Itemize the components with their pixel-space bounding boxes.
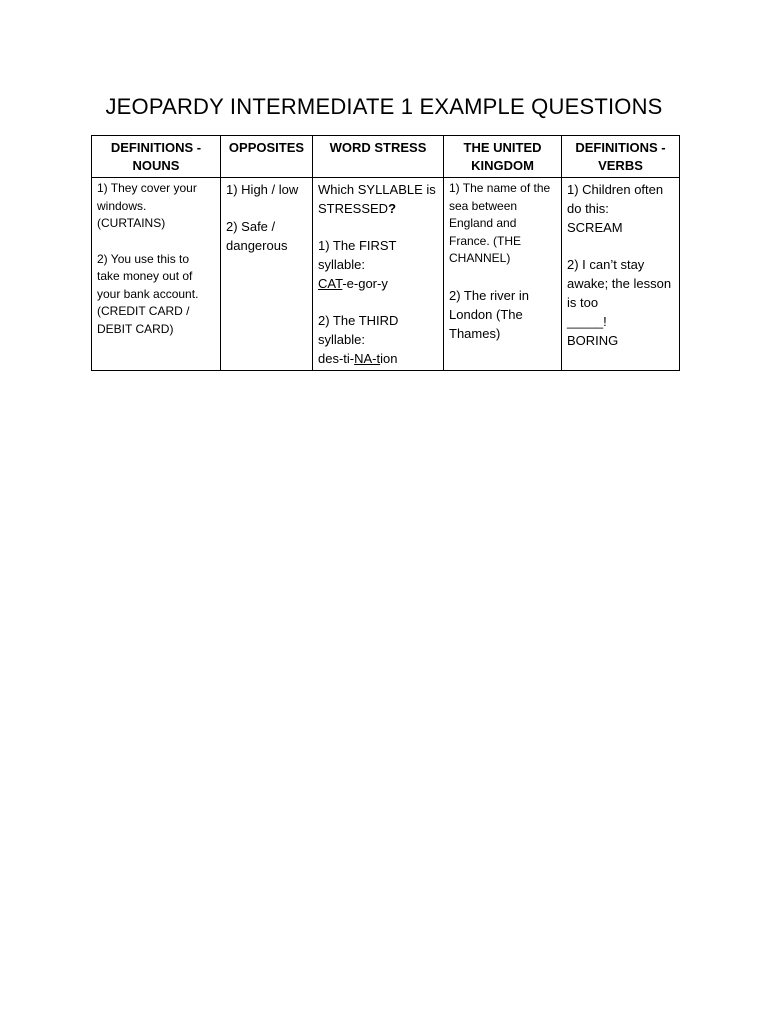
column-header-opposites: OPPOSITES — [221, 136, 313, 178]
question-2: 2) Safe / dangerous — [226, 219, 288, 253]
question-1: 1) The name of the sea between England and France. (THE CHANNEL) — [449, 181, 551, 265]
cell-united-kingdom — [444, 178, 562, 371]
question-1: 1) High / low — [226, 182, 299, 197]
page-title: JEOPARDY INTERMEDIATE 1 EXAMPLE QUESTIONS — [105, 94, 663, 119]
questions-table — [91, 135, 680, 371]
answer-1: CAT-e-gor-y — [318, 276, 388, 291]
answer-blank: _____! — [567, 314, 607, 329]
question-1: 1) The FIRST syllable: — [318, 238, 397, 272]
answer-1: SCREAM — [567, 220, 623, 235]
question-1: 1) They cover your windows. (CURTAINS) — [97, 181, 197, 230]
question-2: 2) The THIRD syllable: — [318, 313, 399, 347]
header-row — [92, 136, 680, 178]
cell-opposites — [221, 178, 313, 371]
question-1: 1) Children often do this: — [567, 182, 664, 216]
word-stress-intro: Which SYLLABLE is STRESSED? — [318, 182, 436, 216]
column-header-definitions-verbs: DEFINITIONS - VERBS — [562, 136, 680, 178]
cell-definitions-verbs — [562, 178, 680, 371]
cell-definitions-nouns — [92, 178, 221, 371]
question-2: 2) You use this to take money out of your bank account. (CREDIT CARD / DEBIT CARD) — [97, 251, 199, 336]
cell-word-stress — [313, 178, 444, 371]
question-2: 2) The river in London (The Thames) — [449, 287, 529, 341]
answer-2: des-ti-NA-tion — [318, 351, 398, 366]
answer-2: BORING — [567, 333, 619, 348]
column-header-definitions-nouns: DEFINITIONS - NOUNS — [92, 136, 221, 178]
question-2: 2) I can’t stay awake; the lesson is too — [567, 257, 672, 310]
column-header-united-kingdom: THE UNITED KINGDOM — [444, 136, 562, 178]
column-header-word-stress: WORD STRESS — [313, 136, 444, 178]
table-row — [92, 178, 680, 371]
